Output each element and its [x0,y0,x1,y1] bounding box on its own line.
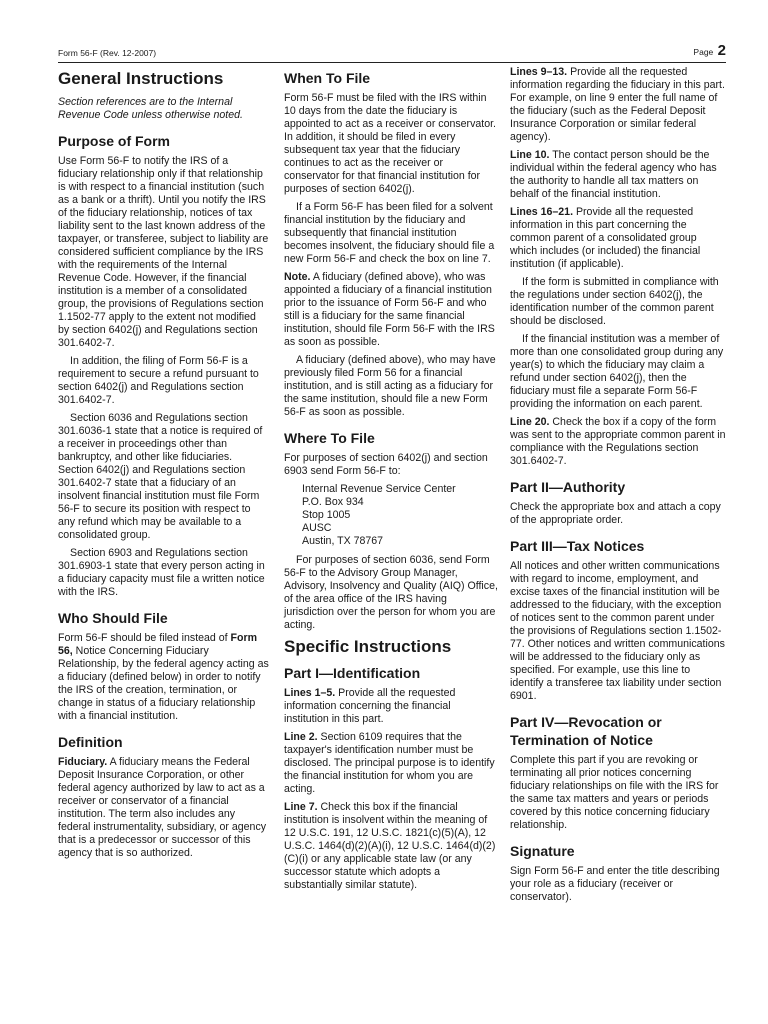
when-to-file-heading: When To File [284,70,371,86]
purpose-heading: Purpose of Form [58,133,171,149]
general-instructions-title: General Instructions [58,69,224,88]
where-to-file-heading: Where To File [284,430,375,446]
text-run: Notice Concerning Fiduciary Relationship, by the federal agency acting as a fiduciary (defined below) in order to notify the IRS of the creation, termination, or change in status of a fiduciary relationship with a financial institution. [58,645,269,722]
address-line: Stop 1005 [302,509,351,521]
note-paragraph [284,271,498,349]
purpose-paragraph: Section 6903 and Regulations section 301.6903-1 state that every person acting in a fiduciary capacity must file a written notice with the IRS. [58,547,265,598]
compliance-paragraph: If the form is submitted in compliance with the regulations under section 6402(j), the identification number of the common parent should be disclosed. [510,276,719,327]
signature-paragraph: Sign Form 56-F and enter the title describing your role as a fiduciary (receiver or conservator). [510,865,720,903]
when-paragraph: A fiduciary (defined above), who may have previously filed Form 56 for a financial institution, and is still acting as a fiduciary for the same institution, should file a new Form 56-F as soon as possible. [284,354,496,418]
text-run: Provide all the requested information concerning the financial institution in this part. [284,687,456,725]
purpose-paragraph: Use Form 56-F to notify the IRS of a fiduciary relationship only if that relationship is with respect to a financial institution (such as a bank or a thrift). Until you notify the IRS of the fiduciary relationship, notices of tax liability sent to the last known address of the taxpayer, or transferee, subject to liability are considered sufficient compliance by the IRS with the requirements of the Internal Revenue Code. However, if the financial institution is a member of a consolidated group, the provisions of Regulations section 1.1502-77 apply to the extent not modified by section 6402(j) and Regulations section 301.6402-7. [58,155,269,349]
text-run: Check the box if a copy of the form was sent to the appropriate common parent in compliance with the Regulations section 301.6402-7. [510,416,726,467]
signature-heading: Signature [510,843,575,859]
part4-paragraph: Complete this part if you are revoking or terminating all prior notices concerning fiduciary relationships on file with the IRS for the same tax matters and years or periods covered by this notice concerning fiduciary relationship. [510,754,719,831]
line-label: Line 7. [284,801,318,813]
part2-paragraph: Check the appropriate box and attach a copy of the appropriate order. [510,501,721,526]
page-header [58,41,726,63]
column-3 [510,66,726,909]
line-instruction [510,416,726,468]
address-line: P.O. Box 934 [302,496,364,508]
address-line: Austin, TX 78767 [302,535,384,547]
text-run: Provide all the requested information regarding the fiduciary in this part. For example, on line 9 enter the full name of the fiduciary (such as the Federal Deposit Insurance Corporation or similar federal agency). [510,66,725,143]
column-1 [58,66,270,865]
definition-paragraph [58,756,270,860]
text-run: The contact person should be the individual within the federal agency who has the authority to handle all tax matters on behalf of the financial institution. [510,149,717,200]
text-run: Provide all the requested information in this part concerning the common parent of a consolidated group which includes (or included) the financial institution (if applicable). [510,206,701,270]
header-rule [58,62,726,63]
member-paragraph: If the financial institution was a member of more than one consolidated group during any year(s) to which the fiduciary may claim a refund under section 6402(j), then the fiduciary must file a separate Form 56-F providing the information on each parent. [510,333,724,410]
where-paragraph: For purposes of section 6402(j) and section 6903 send Form 56-F to: [284,452,488,477]
part1-heading: Part I—Identification [284,665,421,681]
intro-note: Section references are to the Internal Revenue Code unless otherwise noted. [58,96,243,121]
line-label: Lines 16–21. [510,206,574,218]
specific-instructions-title: Specific Instructions [284,637,452,656]
line-label: Line 2. [284,731,318,743]
part2-heading: Part II—Authority [510,479,626,495]
page-number: 2 [717,42,726,59]
line-instruction [284,687,498,726]
fiduciary-term: Fiduciary. [58,756,108,768]
address-line: Internal Revenue Service Center [302,483,456,495]
text-run: A fiduciary (defined above), who was appointed a fiduciary of a financial institution prior to the issuance of Form 56-F and who still is a fiduciary for the same financial institution, should file Form 56-F with the IRS as soon as possible. [284,271,495,348]
line-instruction [284,801,498,892]
line-label: Lines 9–13. [510,66,568,78]
form-label: Form 56-F (Rev. 12-2007) [58,48,157,58]
form-56-ref: Form 56, [58,632,258,657]
when-paragraph: If a Form 56-F has been filed for a solvent financial institution by the fiduciary and subsequently that financial institution becomes insolvent, the fiduciary should file a new Form 56-F and check the box on line 7. [284,201,495,265]
text-run: A fiduciary means the Federal Deposit Insurance Corporation, or other federal agency authorized by law to act as a receiver or conservator of a financial institution. The term also includes any federal instrumentality, subsidiary, or agency that is a predecessor or successor of this agency that is so authorized. [58,756,267,859]
page-indicator [693,42,726,59]
who-should-file-paragraph [58,632,270,723]
text-run: Check this box if the financial institution is insolvent within the meaning of 12 U.S.C. 191, 12 U.S.C. 1821(c)(5)(A), 12 U.S.C. 1464(d)(2)(A)(i), 12 U.S.C. 1464(d)(2)(C)(i) or any applicable state law (or any successor statute which adopts a substantially similar statute). [284,801,496,891]
purpose-paragraph: Section 6036 and Regulations section 301.6036-1 state that a notice is required of a receiver in proceedings other than bankruptcy, and other like fiduciaries. Section 6402(j) and Regulations section 301.6402-7 state that a fiduciary of an insolvent financial institution must file Form 56-F to secure its position with respect to any refund which may be available to a consolidated group. [58,412,263,541]
part3-heading: Part III—Tax Notices [510,538,645,554]
where-paragraph: For purposes of section 6036, send Form 56-F to the Advisory Group Manager, Advisory, Insolvency and Quality (AIQ) Office, of the area office of the IRS having jurisdiction over the person for whom you are acting. [284,554,498,631]
line-label: Line 20. [510,416,550,428]
line-instruction [510,206,726,271]
column-2 [284,66,498,897]
line-instruction [510,66,726,144]
line-label: Lines 1–5. [284,687,336,699]
irs-address [302,483,498,548]
who-should-file-heading: Who Should File [58,610,168,626]
address-line: AUSC [302,522,332,534]
part4-heading: Part IV—Revocation or Termination of Notice [510,714,662,748]
text-run: Section 6109 requires that the taxpayer's identification number must be disclosed. The principal purpose is to identify the financial institution for whom you are acting. [284,731,495,795]
definition-heading: Definition [58,734,123,750]
part3-paragraph: All notices and other written communications with regard to income, employment, and excise taxes of the financial institution will be addressed to the fiduciary, with the exception of notices sent to the common parent under the provisions of Regulations section 1.1502-77. Other notices and written communications will be addressed to the fiduciary only as specified. For example, use this line to identify a transferee tax liability under section 6901. [510,560,725,702]
note-label: Note. [284,271,311,283]
line-label: Line 10. [510,149,550,161]
purpose-paragraph: In addition, the filing of Form 56-F is a requirement to secure a refund pursuant to section 6402(j) and Regulations section 301.6402-7. [58,355,259,406]
page-word: Page [693,47,714,57]
line-instruction [284,731,498,796]
text-run: Form 56-F should be filed instead of [58,632,231,644]
line-instruction [510,149,726,201]
when-paragraph: Form 56-F must be filed with the IRS within 10 days from the date the fiduciary is appointed to act as a receiver or conservator. In addition, it should be filed in every subsequent tax year that the fiduciary continues to act as the receiver or conservator for that financial institution for purposes of section 6402(j). [284,92,496,195]
